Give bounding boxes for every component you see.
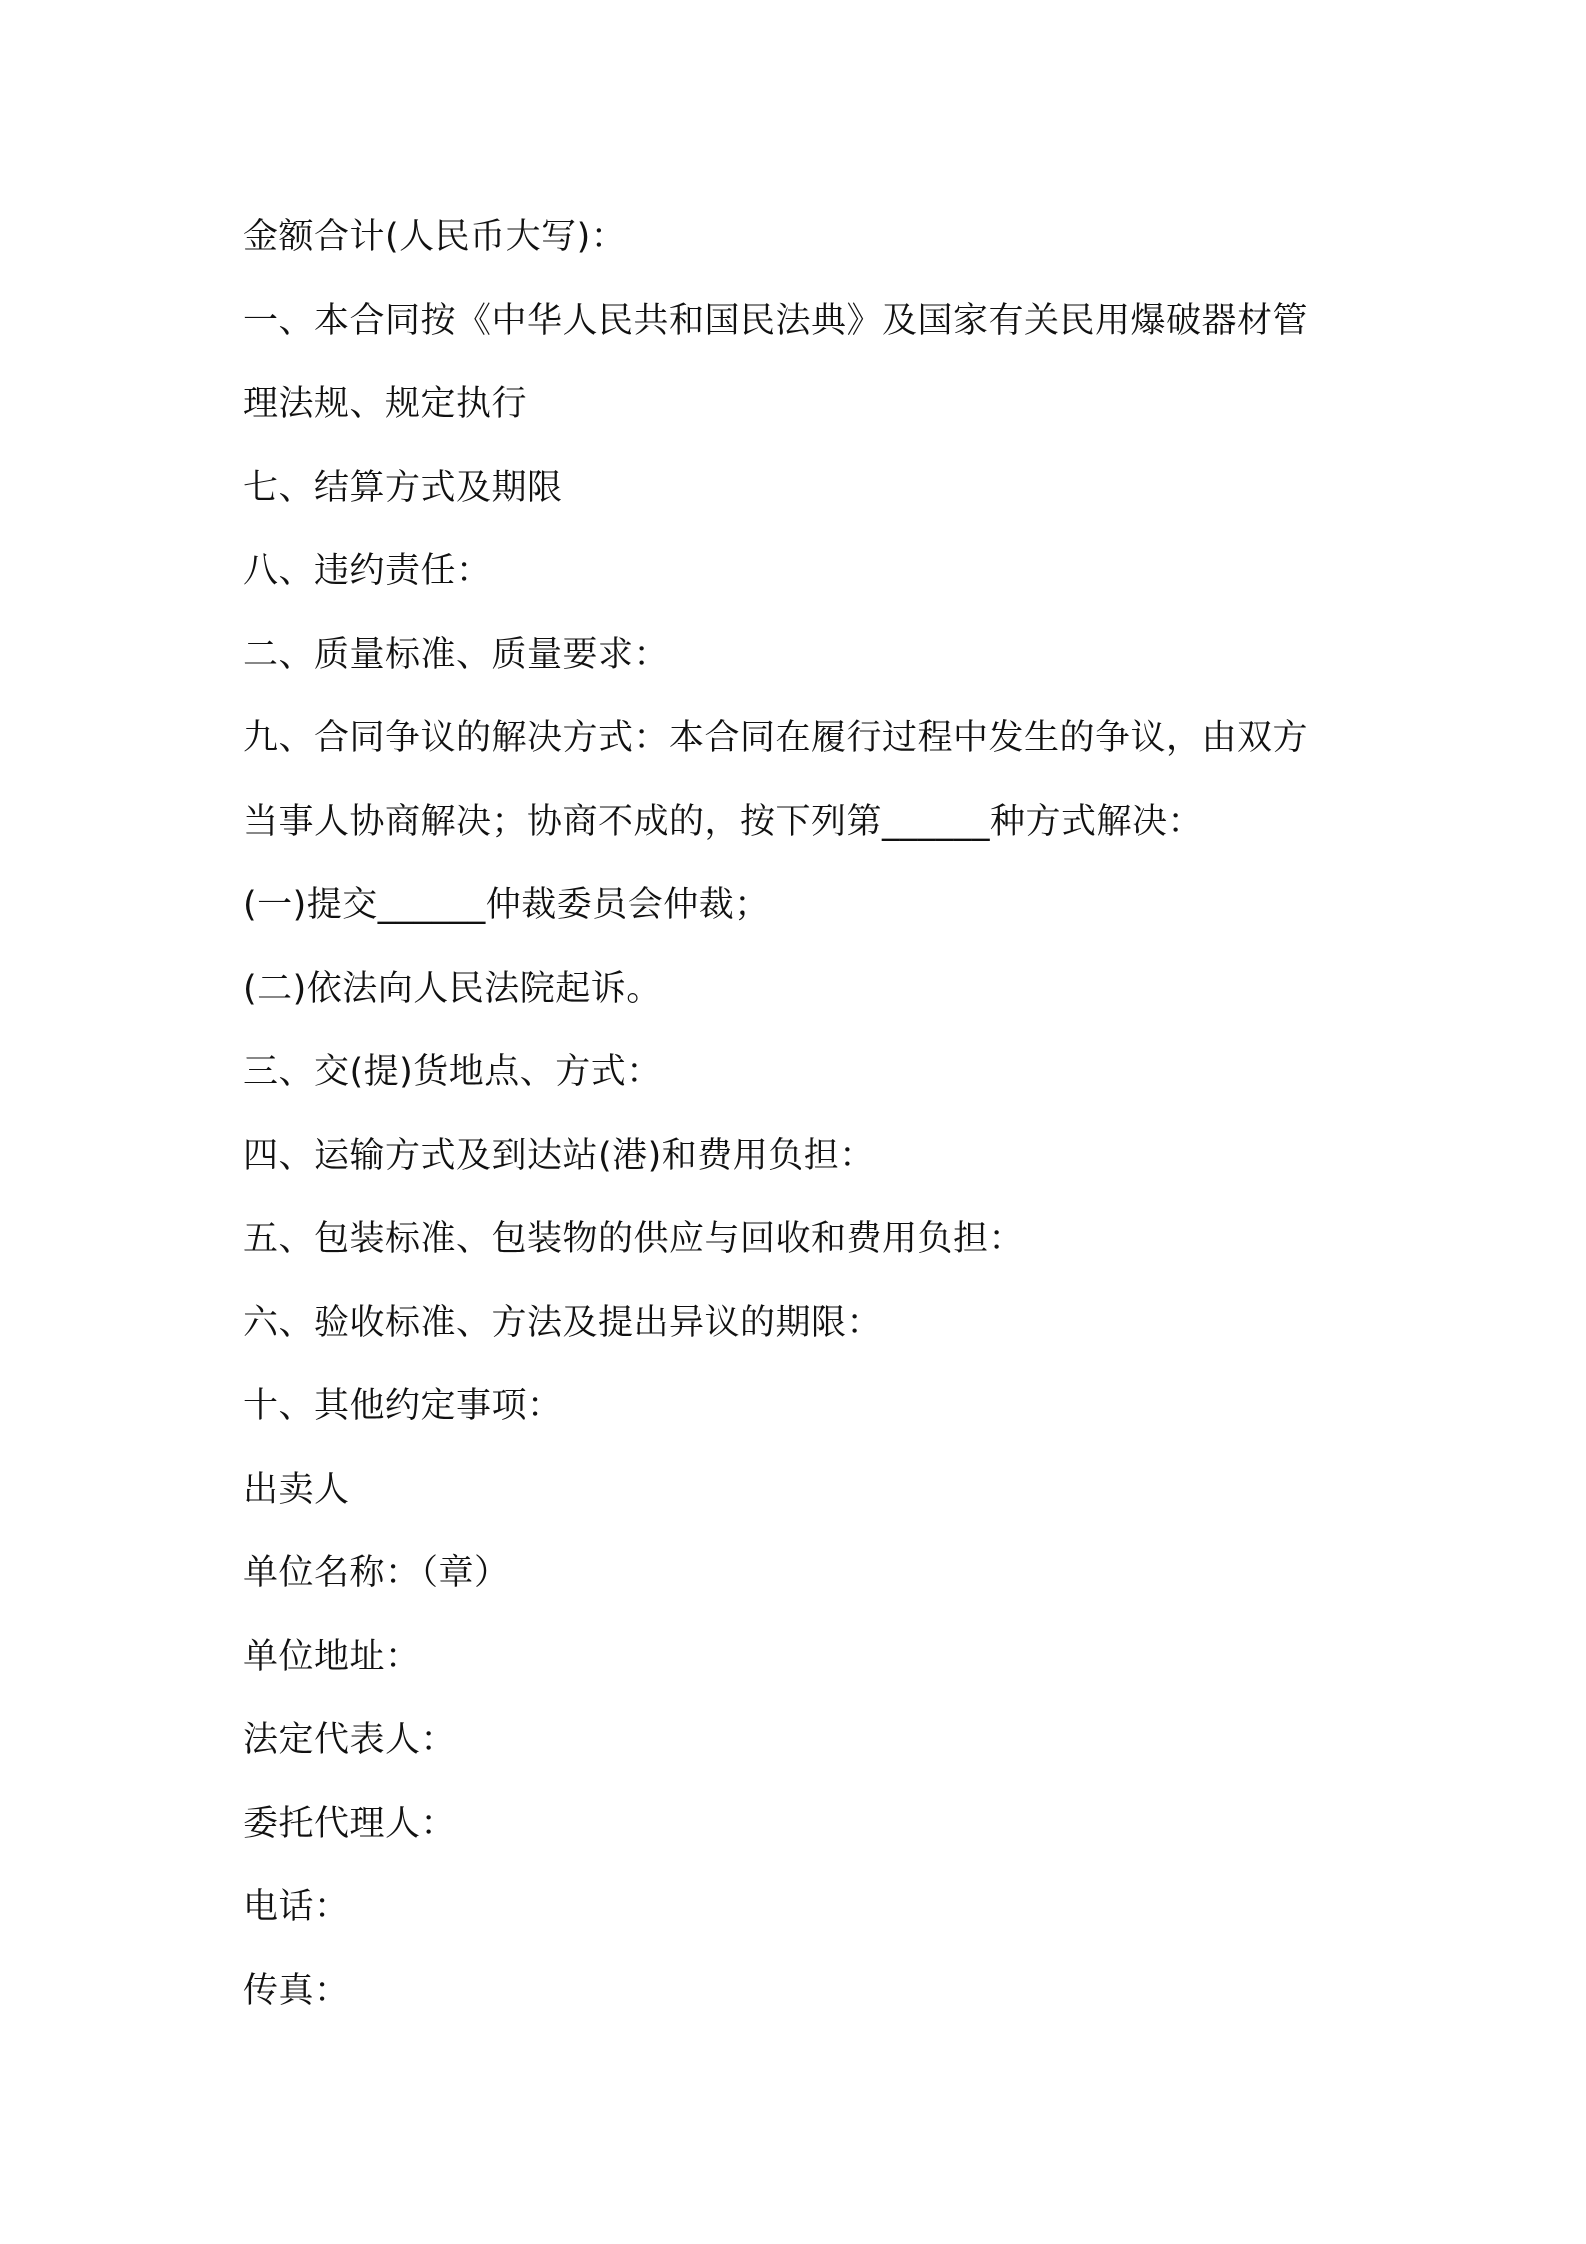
legal-representative-field: 法定代表人：	[243, 1720, 457, 1760]
clause-3-heading: 三、交(提)货地点、方式：	[243, 1052, 662, 1092]
clause-2-heading: 二、质量标准、质量要求：	[243, 634, 670, 675]
phone-field: 电话：	[243, 1887, 350, 1927]
total-amount-line: 金额合计(人民币大写)：	[243, 217, 627, 257]
clause-9-option-1: (一)提交______仲裁委员会仲裁；	[243, 885, 770, 925]
clause-4-heading: 四、运输方式及到达站(港)和费用负担：	[243, 1135, 875, 1176]
clause-7-heading: 七、结算方式及期限	[243, 467, 563, 508]
clause-10-heading: 十、其他约定事项：	[243, 1386, 563, 1426]
clause-9-line-1: 九、合同争议的解决方式：本合同在履行过程中发生的争议，由双方	[243, 718, 1309, 758]
clause-5-heading: 五、包装标准、包装物的供应与回收和费用负担：	[243, 1219, 1025, 1259]
unit-name-field: 单位名称：（章）	[243, 1553, 510, 1593]
authorized-agent-field: 委托代理人：	[243, 1803, 457, 1844]
clause-9-option-2: (二)依法向人民法院起诉。	[243, 968, 662, 1009]
document-body	[243, 196, 1373, 2033]
seller-heading: 出卖人	[243, 1469, 350, 1510]
unit-address-field: 单位地址：	[243, 1636, 421, 1677]
clause-8-heading: 八、违约责任：	[243, 551, 492, 591]
fax-field: 传真：	[243, 1970, 350, 2011]
clause-6-heading: 六、验收标准、方法及提出异议的期限：	[243, 1302, 883, 1343]
clause-1-line-2: 理法规、规定执行	[243, 384, 528, 424]
clause-9-line-2: 当事人协商解决；协商不成的，按下列第______种方式解决：	[243, 801, 1204, 842]
clause-1-line-1: 一、本合同按《中华人民共和国民法典》及国家有关民用爆破器材管	[243, 300, 1309, 341]
